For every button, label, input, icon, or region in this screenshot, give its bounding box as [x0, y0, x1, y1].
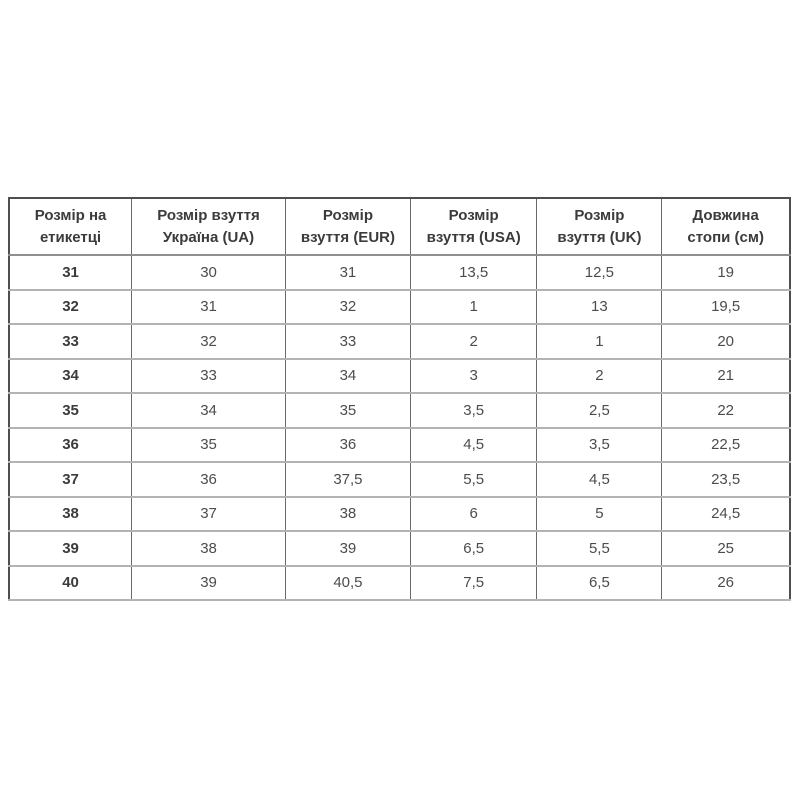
- table-row: [9, 462, 790, 497]
- column-header-eur-size: Розмір взуття (EUR): [285, 198, 410, 255]
- cell-ua-size: 39: [132, 566, 286, 601]
- cell-eur-size: 37,5: [285, 462, 410, 497]
- cell-label-size: 38: [9, 497, 132, 532]
- cell-foot-length: 19,5: [662, 290, 790, 325]
- column-header-uk-size: Розмір взуття (UK): [537, 198, 662, 255]
- cell-eur-size: 31: [285, 255, 410, 290]
- cell-label-size: 34: [9, 359, 132, 394]
- cell-foot-length: 24,5: [662, 497, 790, 532]
- cell-ua-size: 37: [132, 497, 286, 532]
- cell-usa-size: 3: [410, 359, 537, 394]
- cell-eur-size: 33: [285, 324, 410, 359]
- cell-foot-length: 26: [662, 566, 790, 601]
- table-row: [9, 255, 790, 290]
- cell-label-size: 31: [9, 255, 132, 290]
- cell-ua-size: 30: [132, 255, 286, 290]
- cell-usa-size: 4,5: [410, 428, 537, 463]
- cell-ua-size: 36: [132, 462, 286, 497]
- cell-uk-size: 2: [537, 359, 662, 394]
- cell-uk-size: 13: [537, 290, 662, 325]
- cell-usa-size: 5,5: [410, 462, 537, 497]
- cell-foot-length: 19: [662, 255, 790, 290]
- cell-ua-size: 33: [132, 359, 286, 394]
- table-row: [9, 566, 790, 601]
- cell-ua-size: 31: [132, 290, 286, 325]
- cell-ua-size: 34: [132, 393, 286, 428]
- cell-uk-size: 12,5: [537, 255, 662, 290]
- cell-eur-size: 34: [285, 359, 410, 394]
- cell-uk-size: 4,5: [537, 462, 662, 497]
- cell-ua-size: 38: [132, 531, 286, 566]
- cell-uk-size: 3,5: [537, 428, 662, 463]
- table-row: [9, 393, 790, 428]
- cell-foot-length: 25: [662, 531, 790, 566]
- cell-ua-size: 32: [132, 324, 286, 359]
- column-header-foot-length: Довжина стопи (см): [662, 198, 790, 255]
- cell-uk-size: 2,5: [537, 393, 662, 428]
- cell-uk-size: 5,5: [537, 531, 662, 566]
- table-row: [9, 359, 790, 394]
- cell-usa-size: 1: [410, 290, 537, 325]
- size-conversion-table-container: [8, 197, 791, 601]
- shoe-size-conversion-table: [8, 197, 791, 601]
- table-row: [9, 497, 790, 532]
- table-row: [9, 324, 790, 359]
- cell-label-size: 35: [9, 393, 132, 428]
- cell-uk-size: 6,5: [537, 566, 662, 601]
- cell-usa-size: 7,5: [410, 566, 537, 601]
- table-header-row: [9, 198, 790, 255]
- cell-foot-length: 22,5: [662, 428, 790, 463]
- cell-eur-size: 32: [285, 290, 410, 325]
- cell-usa-size: 3,5: [410, 393, 537, 428]
- table-row: [9, 428, 790, 463]
- cell-label-size: 37: [9, 462, 132, 497]
- cell-label-size: 33: [9, 324, 132, 359]
- cell-foot-length: 20: [662, 324, 790, 359]
- cell-usa-size: 6: [410, 497, 537, 532]
- table-row: [9, 531, 790, 566]
- cell-eur-size: 40,5: [285, 566, 410, 601]
- cell-ua-size: 35: [132, 428, 286, 463]
- cell-eur-size: 39: [285, 531, 410, 566]
- cell-label-size: 32: [9, 290, 132, 325]
- column-header-ua-size: Розмір взуття Україна (UA): [132, 198, 286, 255]
- cell-eur-size: 35: [285, 393, 410, 428]
- column-header-label-size: Розмір на етикетці: [9, 198, 132, 255]
- table-row: [9, 290, 790, 325]
- cell-foot-length: 22: [662, 393, 790, 428]
- cell-usa-size: 6,5: [410, 531, 537, 566]
- cell-label-size: 39: [9, 531, 132, 566]
- cell-foot-length: 21: [662, 359, 790, 394]
- cell-usa-size: 13,5: [410, 255, 537, 290]
- cell-label-size: 36: [9, 428, 132, 463]
- cell-label-size: 40: [9, 566, 132, 601]
- cell-eur-size: 36: [285, 428, 410, 463]
- cell-usa-size: 2: [410, 324, 537, 359]
- cell-uk-size: 1: [537, 324, 662, 359]
- cell-uk-size: 5: [537, 497, 662, 532]
- cell-eur-size: 38: [285, 497, 410, 532]
- column-header-usa-size: Розмір взуття (USA): [410, 198, 537, 255]
- cell-foot-length: 23,5: [662, 462, 790, 497]
